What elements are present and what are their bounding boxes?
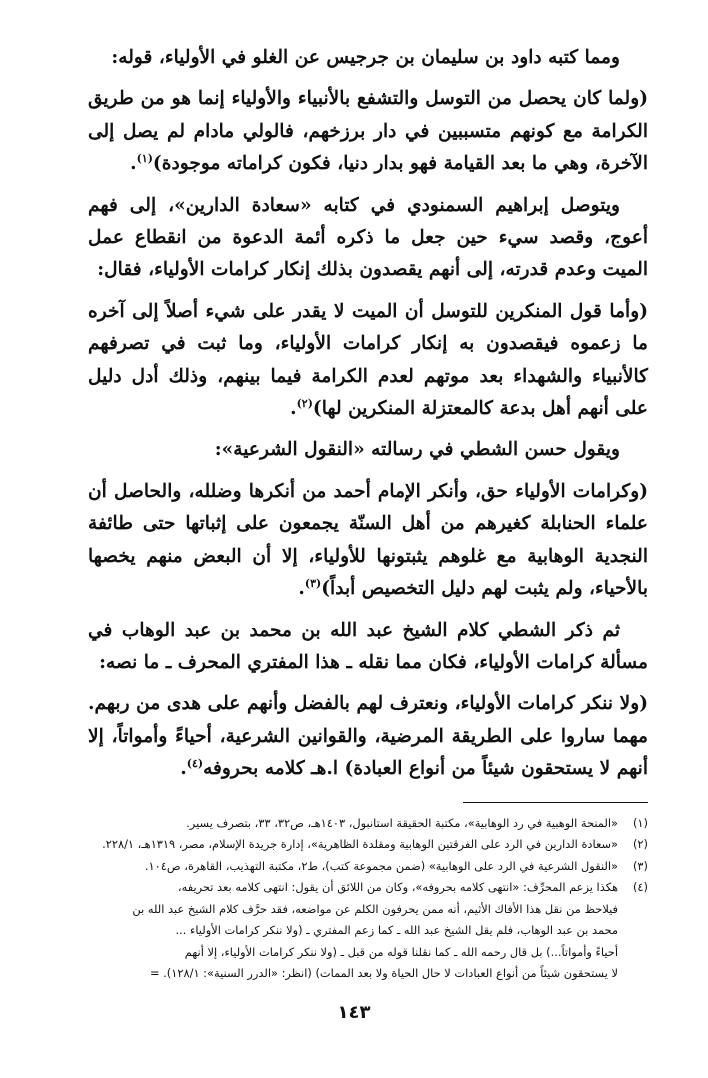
page-number: ١٤٣ <box>337 1002 371 1023</box>
footnotes <box>88 813 648 985</box>
footnote-ref[interactable]: (١) <box>136 152 153 166</box>
quote-paragraph: (ولما كان يحصل من التوسل والتشفع بالأنبياء والأولياء إنما هو من طريق الكرامة مع كونهم متسببين في دار برزخهم، فالولي مادام لم يصل إلى الآخرة، وهي ما بعد القيامة فهو بدار دنيا، فكون كراماته موجودة)$^{(١)}$. <box>88 88 648 175</box>
footnote-number: (٤) <box>632 880 648 895</box>
footnote-text: هكذا يزعم المحرِّف: «انتهى كلامه بحروفه»، وكان من اللائق أن يقول: انتهى كلامه بعد تحريفه، فيلاحظ من نقل هذا الأفاك الأثيم، أنه ممن يحرفون الكلم عن مواضعه، فقد حرَّف كلام الشيخ عبد الله بن محمد بن عبد الوهاب، فلم يقل الشيخ عبد الله ـ كما زعم المفتري ـ (ولا ننكر كرامات الأولياء ... أحياءً وأمواتاً...) بل قال رحمه الله ـ كما نقلنا قوله من قبل ـ (ولا ننكر كرامات الأولياء، إلا أنهم لا يستحقون شيئاً من أنواع العبادات لا حال الحياة ولا بعد الممات) (انظر: «الدرر السنية»: ١٢٨/١). = <box>132 880 618 981</box>
footnote-number: (٢) <box>632 837 648 852</box>
footnote-text: «سعادة الدارين في الرد على الفرقتين الوهابية ومقلدة الظاهرية»، إدارة جريدة الإسلام، مصر، ١٣١٩هـ، ٢٢٨/١. <box>102 837 618 852</box>
body-text <box>88 42 648 786</box>
paragraph: ومما كتبه داود بن سليمان بن جرجيس عن الغلو في الأولياء، قوله: <box>111 47 620 68</box>
footnote-text: «النقول الشرعية في الرد على الوهابية» (ضمن مجموعة كتب)، ط٢، مكتبة التهذيب، القاهرة، ص١٠٤. <box>144 858 618 873</box>
quote-paragraph: (وكرامات الأولياء حق، وأنكر الإمام أحمد من أنكرها وضلله، والحاصل أن علماء الحنابلة كغيرهم من أهل السنّة يجمعون على إثباتها حتى طائفة النجدية الوهابية مع غلوهم يثبتونها للأولياء، إلا أن البعض منهم يخصها بالأحياء، ولم يثبت لهم دليل التخصيص أبداً)$^{(٣)}$. <box>88 480 648 600</box>
footnote <box>88 877 648 985</box>
footnote-number: (١) <box>632 815 648 830</box>
quote-paragraph: (ولا ننكر كرامات الأولياء، ونعترف لهم بالفضل وأنهم على هدى من ربهم. مهما ساروا على الطريقة المرضية، والقوانين الشرعية، أحياءً وأمواتاً، إلا أنهم لا يستحقون شيئاً من أنواع العبادة) ا.هـ كلامه بحروفه$^{(٤)}$. <box>88 693 648 780</box>
footnote-text: «المنحة الوهبية في رد الوهابية»، مكتبة الحقيقة استانبول، ١٤٠٣هـ، ص٣٢، ٣٣، بتصرف يسير. <box>186 815 618 830</box>
footnote <box>88 834 648 856</box>
paragraph: ويقول حسن الشطي في رسالته «النقول الشرعية»: <box>214 439 620 461</box>
footnote <box>88 813 648 835</box>
footnote-number: (٣) <box>632 858 648 873</box>
page <box>88 42 648 985</box>
footnote-separator <box>463 802 648 803</box>
footnote-ref[interactable]: (٣) <box>304 576 322 590</box>
paragraph: ثم ذكر الشطي كلام الشيخ عبد الله بن محمد بن عبد الوهاب في مسألة كرامات الأولياء، فكان مما نقله ـ هذا المفتري المحرف ـ ما نصه: <box>88 619 648 673</box>
footnote-ref[interactable]: (٢) <box>296 396 313 410</box>
footnote <box>88 856 648 878</box>
paragraph: ويتوصل إبراهيم السمنودي في كتابه «سعادة الدارين»، إلى فهم أعوج، وقصد سيء حين جعل ما ذكره أئمة الدعوة من انقطاع عمل الميت وعدم قدرته، إلى أنهم يقصدون بذلك إنكار كرامات الأولياء، فقال: <box>88 194 648 281</box>
footnote-ref[interactable]: (٤) <box>186 756 204 770</box>
quote-paragraph: (وأما قول المنكرين للتوسل أن الميت لا يقدر على شيء أصلاً إلى آخره ما زعموه فيقصدون به إنكار كرامات الأولياء، وما ثبت في تصرفهم كالأنبياء والشهداء بعد موتهم لعدم الكرامة فيما بينهم، وذلك أدل دليل على أنهم أهل بدعة كالمعتزلة المنكرين لها)$^{(٢)}$. <box>88 300 648 420</box>
